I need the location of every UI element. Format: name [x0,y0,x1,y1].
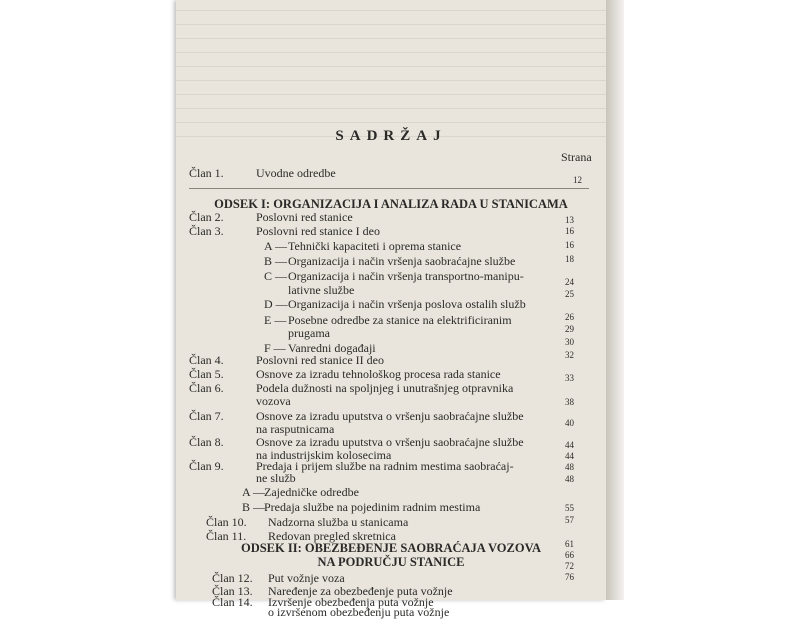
page-number: 12 [573,175,582,185]
section-heading-line2: NA PODRUČJU STANICE [317,555,465,569]
page-number: 29 [565,324,574,334]
book-page: SADRŽAJ Strana Član 1. Uvodne odredbe 12 ODSEK I: ORGANIZACIJA I ANALIZA RADA U STANICAMA Član 2. Poslovni red stanice 13 Član 3. Poslovni red stanice I deo 16 A — Tehnički kapaciteti i oprema stanice 16 B — Organizacija i način vršenja saobraćajne službe 18 C — Organizacija i način vršenja transportno-manipu- lativne službe 24 D — Organizacija i način vršenja poslova ostalih služb 25 E — Posebne odredbe za stanice na elektrificiranim prugama 26 29 F — Vanredni događaji 30 Član 4. Poslovni red stanice II deo 32 Član 5. Osnove za izradu tehnološkog procesa rada stanice Član 6. Podela dužnosti na spoljnjeg i unutrašnjeg otpravnika vozova 33 Član 7. Osnove za izradu uputstva o vršenju saobraćajne službe na rasputnicama 38 Član 8. Osnove za izradu uputstva o vršenju saobraćajne službe na industrijskim kolosecima 40 Član 9. Predaja i prijem službe na radnim mestima saobraćaj- ne služb 44 44 A — Zajedničke odredbe 48 B — Predaja službe na pojedinim radnim mestima 48 Član 10. Nadzorna služba u stanicama 55 Član 11. Redovan pregled skretnica 57 ODSEK II: OBEZBEĐENJE SAOBRAĆAJA VOZOVA NA PODRUČJU STANICE Član 12. Put vožnje voza 61 Član 13. Naređenje za obezbeđenje puta vožnje 66 Član 14. Izvršenje obezbeđenja puta vožnje 72 o izvršenom obezbeđenju puta vožnje 76 [176,0,606,600]
page-number: 66 [565,550,574,560]
page-number: 48 [565,474,574,484]
page-number: 26 [565,312,574,322]
section-heading: ODSEK I: ORGANIZACIJA I ANALIZA RADA U STANICAMA [214,197,568,211]
divider [189,188,589,189]
page-number: 55 [565,503,574,513]
page-number: 32 [565,350,574,360]
page-number: 40 [565,418,574,428]
page-number: 44 [565,451,574,461]
page-number: 30 [565,337,574,347]
page-column-header: Strana [561,150,592,164]
page-number: 57 [565,515,574,525]
page-number: 76 [565,572,574,582]
page-number: 16 [565,240,574,250]
page-number: 13 [565,215,574,225]
page-number: 61 [565,539,574,549]
page-number: 25 [565,289,574,299]
page-number: 18 [565,254,574,264]
page-number: 16 [565,226,574,236]
page-number: 44 [565,440,574,450]
page-title: SADRŽAJ [335,128,447,144]
page-number: 24 [565,277,574,287]
page-number: 72 [565,561,574,571]
page-number: 38 [565,397,574,407]
section-heading: ODSEK II: OBEZBEĐENJE SAOBRAĆAJA VOZOVA [240,541,542,555]
page-number: 33 [565,373,574,383]
page-fold-shadow [606,0,624,600]
page-number: 48 [565,462,574,472]
